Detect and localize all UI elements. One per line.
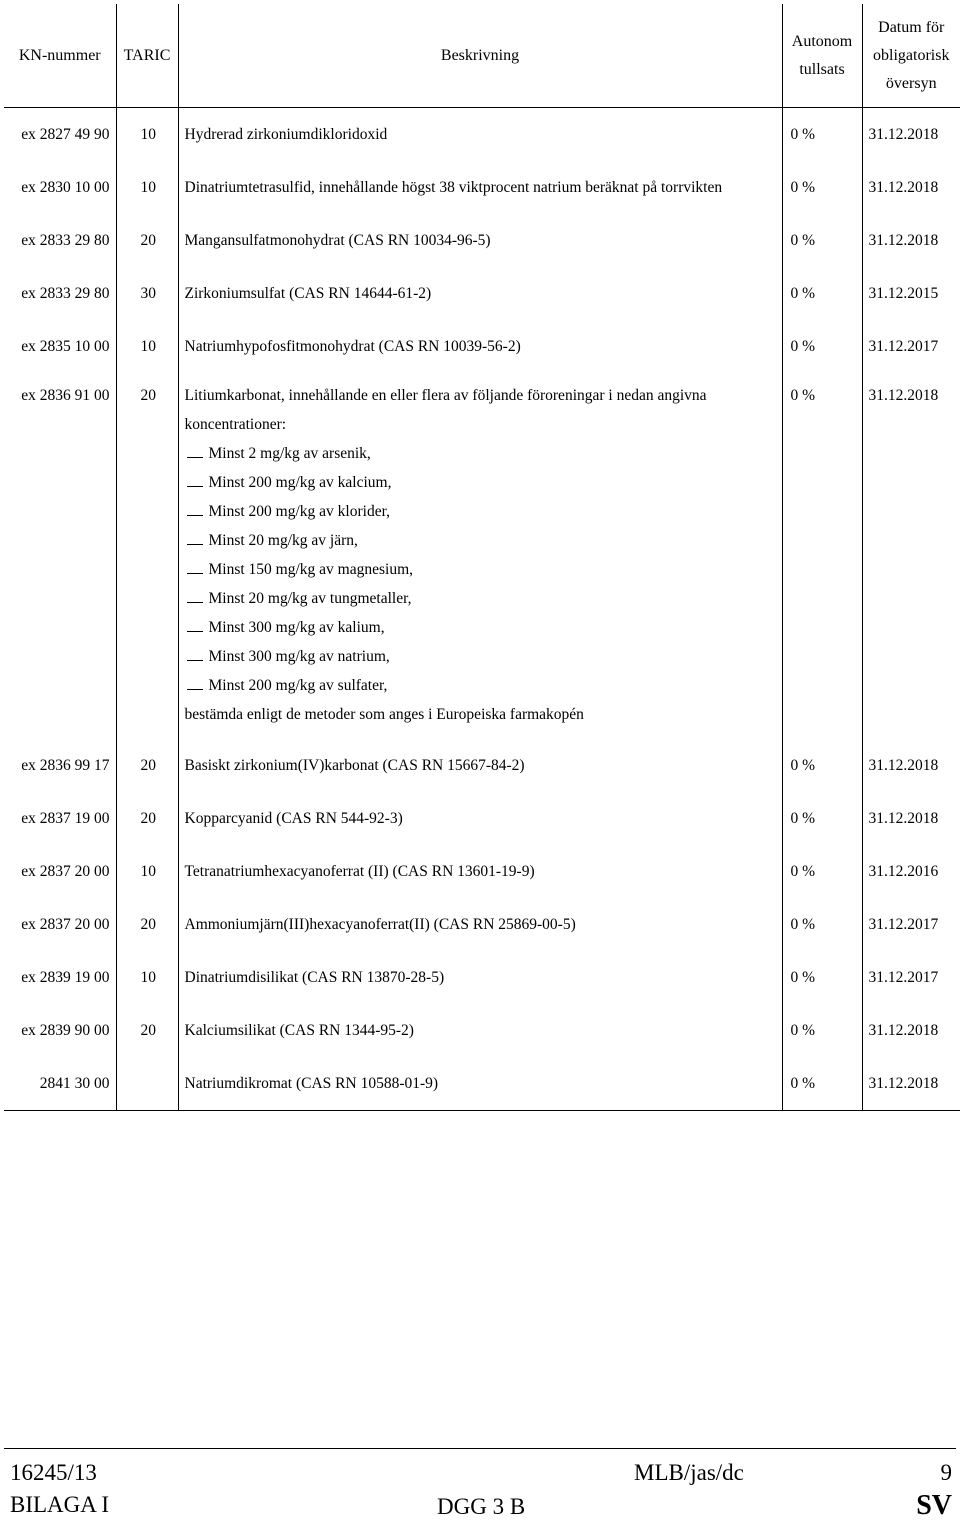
table-row: [4, 1004, 960, 1057]
footer-divider: [4, 1448, 956, 1449]
table-row: [4, 951, 960, 1004]
cell-date: 31.12.2017: [862, 951, 960, 1004]
table-row-lithium-carbonate: [4, 373, 960, 739]
cell-date: 31.12.2018: [862, 108, 960, 162]
cell-description: Dinatriumdisilikat (CAS RN 13870-28-5): [178, 951, 782, 1004]
cell-rate: 0 %: [782, 214, 862, 267]
impurity-text: Minst 20 mg/kg av järn,: [208, 532, 358, 549]
tariff-table-wrapper: [4, 4, 960, 1111]
description-intro-line: Litiumkarbonat, innehållande en eller flera av följande föroreningar i nedan angivna: [184, 387, 707, 404]
impurity-list-item: [185, 439, 778, 468]
cell-description: Kalciumsilikat (CAS RN 1344-95-2): [178, 1004, 782, 1057]
footer-directorate: DGG 3 B: [437, 1494, 526, 1519]
cell-date: 31.12.2018: [862, 739, 960, 792]
tariff-table: [4, 4, 960, 1111]
cell-kn: ex 2835 10 00: [4, 320, 116, 373]
header-date-line-3: översyn: [885, 74, 937, 92]
cell-taric: 20: [116, 373, 178, 739]
impurity-text: Minst 200 mg/kg av kalcium,: [208, 474, 392, 491]
table-row: [4, 320, 960, 373]
cell-taric: 20: [116, 792, 178, 845]
table-row: [4, 108, 960, 162]
header-taric: TARIC: [116, 4, 178, 108]
dash-bullet: [187, 631, 203, 632]
table-row: [4, 214, 960, 267]
impurity-list-item: [185, 526, 778, 555]
cell-description: Hydrerad zirkoniumdikloridoxid: [178, 108, 782, 162]
footer-reference: MLB/jas/dc: [634, 1460, 744, 1485]
cell-rate: 0 %: [782, 1057, 862, 1111]
impurity-text: Minst 200 mg/kg av sulfater,: [208, 677, 388, 694]
cell-date: 31.12.2018: [862, 373, 960, 739]
page-footer: [0, 1450, 960, 1526]
cell-rate: 0 %: [782, 951, 862, 1004]
cell-taric: 30: [116, 267, 178, 320]
footer-page-number: 9: [940, 1460, 952, 1485]
table-row: [4, 161, 960, 214]
impurity-list-item: [185, 613, 778, 642]
description-intro-line: koncentrationer:: [184, 416, 287, 433]
header-review-date: [862, 4, 960, 108]
cell-rate: 0 %: [782, 898, 862, 951]
cell-taric: 10: [116, 108, 178, 162]
footer-document-number: 16245/13: [10, 1460, 97, 1485]
impurity-list-item: [185, 497, 778, 526]
cell-rate: 0 %: [782, 845, 862, 898]
cell-description: Mangansulfatmonohydrat (CAS RN 10034-96-5): [178, 214, 782, 267]
cell-kn: ex 2833 29 80: [4, 267, 116, 320]
cell-kn: ex 2830 10 00: [4, 161, 116, 214]
table-row: [4, 267, 960, 320]
cell-taric: 20: [116, 898, 178, 951]
footer-language-code: SV: [916, 1490, 952, 1521]
table-row: [4, 792, 960, 845]
impurity-list-item: [185, 584, 778, 613]
cell-taric: [116, 1057, 178, 1111]
impurity-text: Minst 20 mg/kg av tungmetaller,: [208, 590, 412, 607]
cell-description: Kopparcyanid (CAS RN 544-92-3): [178, 792, 782, 845]
table-row: [4, 898, 960, 951]
cell-rate: 0 %: [782, 267, 862, 320]
cell-description: Tetranatriumhexacyanoferrat (II) (CAS RN 13601-19-9): [178, 845, 782, 898]
cell-date: 31.12.2018: [862, 792, 960, 845]
cell-taric: 20: [116, 1004, 178, 1057]
header-date-line-2: obligatorisk: [873, 46, 950, 64]
cell-taric: 10: [116, 951, 178, 1004]
cell-kn: ex 2836 91 00: [4, 373, 116, 739]
cell-description: Dinatriumtetrasulfid, innehållande högst 38 viktprocent natrium beräknat på torrvikten: [178, 161, 782, 214]
cell-rate: 0 %: [782, 373, 862, 739]
cell-rate: 0 %: [782, 739, 862, 792]
dash-bullet: [187, 602, 203, 603]
cell-rate: 0 %: [782, 161, 862, 214]
cell-date: 31.12.2018: [862, 161, 960, 214]
cell-taric: 20: [116, 739, 178, 792]
cell-description: Zirkoniumsulfat (CAS RN 14644-61-2): [178, 267, 782, 320]
cell-taric: 10: [116, 320, 178, 373]
header-rate-line-2: tullsats: [799, 60, 845, 78]
impurity-text: Minst 2 mg/kg av arsenik,: [208, 445, 371, 462]
dash-bullet: [187, 457, 203, 458]
cell-description: Ammoniumjärn(III)hexacyanoferrat(II) (CAS RN 25869-00-5): [178, 898, 782, 951]
cell-description: Natriumdikromat (CAS RN 10588-01-9): [178, 1057, 782, 1111]
header-autonomous-rate: [782, 4, 862, 108]
cell-date: 31.12.2015: [862, 267, 960, 320]
cell-date: 31.12.2016: [862, 845, 960, 898]
impurity-text: Minst 200 mg/kg av klorider,: [208, 503, 390, 520]
impurity-list-item: [185, 642, 778, 671]
table-row: [4, 1057, 960, 1111]
impurity-list-item: [185, 468, 778, 497]
cell-date: 31.12.2018: [862, 214, 960, 267]
cell-kn: ex 2833 29 80: [4, 214, 116, 267]
dash-bullet: [187, 573, 203, 574]
cell-kn: ex 2839 19 00: [4, 951, 116, 1004]
cell-kn: ex 2836 99 17: [4, 739, 116, 792]
cell-date: 31.12.2017: [862, 320, 960, 373]
cell-taric: 10: [116, 845, 178, 898]
cell-date: 31.12.2018: [862, 1004, 960, 1057]
impurity-list-item: [185, 555, 778, 584]
impurity-text: Minst 150 mg/kg av magnesium,: [208, 561, 414, 578]
cell-rate: 0 %: [782, 1004, 862, 1057]
dash-bullet: [187, 515, 203, 516]
table-row: [4, 739, 960, 792]
header-rate-line-1: Autonom: [791, 32, 853, 50]
cell-kn: ex 2837 20 00: [4, 845, 116, 898]
cell-kn: ex 2837 20 00: [4, 898, 116, 951]
cell-rate: 0 %: [782, 320, 862, 373]
cell-rate: 0 %: [782, 108, 862, 162]
dash-bullet: [187, 689, 203, 690]
cell-kn: 2841 30 00: [4, 1057, 116, 1111]
impurity-text: Minst 300 mg/kg av kalium,: [208, 619, 385, 636]
table-header-row: [4, 4, 960, 108]
dash-bullet: [187, 486, 203, 487]
cell-description: Basiskt zirkonium(IV)karbonat (CAS RN 15667-84-2): [178, 739, 782, 792]
cell-description: Natriumhypofosfitmonohydrat (CAS RN 10039-56-2): [178, 320, 782, 373]
cell-kn: ex 2827 49 90: [4, 108, 116, 162]
cell-rate: 0 %: [782, 792, 862, 845]
cell-taric: 20: [116, 214, 178, 267]
cell-taric: 10: [116, 161, 178, 214]
cell-kn: ex 2837 19 00: [4, 792, 116, 845]
lithium-description-block: [185, 381, 778, 729]
cell-date: 31.12.2018: [862, 1057, 960, 1111]
description-outro-line: bestämda enligt de metoder som anges i Europeiska farmakopén: [184, 706, 584, 723]
header-date-line-1: Datum för: [878, 18, 945, 36]
cell-date: 31.12.2017: [862, 898, 960, 951]
cell-description-multiline: [178, 373, 782, 739]
impurity-list-item: [185, 671, 778, 700]
cell-kn: ex 2839 90 00: [4, 1004, 116, 1057]
dash-bullet: [187, 544, 203, 545]
footer-annex-label: BILAGA I: [10, 1492, 110, 1517]
header-description: Beskrivning: [178, 4, 782, 108]
table-row: [4, 845, 960, 898]
header-kn-number: KN-nummer: [4, 4, 116, 108]
dash-bullet: [187, 660, 203, 661]
impurity-text: Minst 300 mg/kg av natrium,: [208, 648, 390, 665]
